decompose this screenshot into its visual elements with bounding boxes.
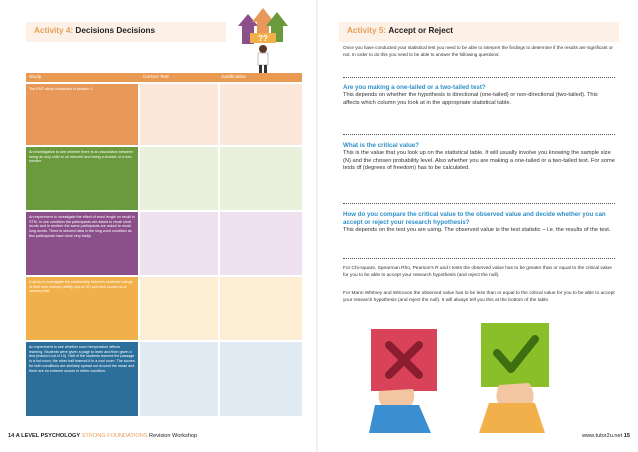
- paragraph-nonparametric: For Mann Whitney and Wilcoxon the observed value has to be less than or equal to the critical value for you to be able to accept your research hypothesis (and reject the null). It will always tell you this at the bottom of the table.: [343, 291, 615, 303]
- correct-test-cell[interactable]: [140, 277, 218, 340]
- answer: This depends on the test you are using. The observed value is the test statistic – i.e. the results of the test.: [343, 227, 611, 233]
- justification-cell[interactable]: [220, 212, 302, 275]
- justification-cell[interactable]: [220, 84, 302, 145]
- divider: [343, 203, 615, 204]
- table-row: [26, 147, 302, 210]
- divider: [343, 258, 615, 259]
- header-study: Study: [29, 75, 42, 80]
- header-correct-test: Correct Test: [143, 75, 169, 80]
- header-justification: Justification: [221, 75, 247, 80]
- question: How do you compare the critical value to the observed value and decide whether you can accept or reject your research hypothesis?: [343, 211, 606, 226]
- footer-workshop: Revision Workshop: [149, 433, 198, 439]
- right-footer: [582, 433, 630, 439]
- right-page-number: 15: [623, 433, 630, 439]
- footer-url[interactable]: www.tutor2u.net: [582, 433, 623, 439]
- table-row: [26, 84, 302, 145]
- study-cell: The EMT study conducted in session 1.: [26, 84, 138, 145]
- table-row: [26, 342, 302, 416]
- study-cell: An experiment to investigate the effect of word length on recall in STM. In one condition the participants are asked to recall short words and in another the same participants are asked to recall long words. There is skewed data in the long word condition as few participants have done very badly.: [26, 212, 138, 275]
- activity-5-title: [339, 22, 619, 42]
- activity-4-title: [26, 22, 226, 42]
- table-row: [26, 212, 302, 275]
- study-cell: An experiment to see whether room temperature affects learning. Students were given a page to learn and then given a test (marked out of 10). Half of the students learned the passage in a hot room, the other half learned it in a cool room. The scores for both conditions are similarly spread out around the mean and there are no extreme scores in either condition.: [26, 342, 138, 416]
- correct-test-cell[interactable]: [140, 84, 218, 145]
- activity-4-name: Decisions Decisions: [75, 26, 156, 35]
- intro-text: Once you have conducted your statistical test you need to be able to interpret the findings to determine if the results are significant or not. In order to do this you need to be able to answer the following questions:: [343, 45, 613, 57]
- activity-5-name: Accept or Reject: [388, 26, 454, 35]
- qa-block-critical-value: [343, 142, 615, 173]
- footer-series: A LEVEL PSYCHOLOGY: [15, 433, 81, 439]
- justification-cell[interactable]: [220, 277, 302, 340]
- question: Are you making a one-tailed or a two-tailed test?: [343, 84, 486, 91]
- justification-cell[interactable]: [220, 342, 302, 416]
- correct-test-cell[interactable]: [140, 212, 218, 275]
- hands-illustration: [339, 323, 629, 433]
- divider: [343, 77, 615, 78]
- signpost-label: ??: [258, 34, 268, 43]
- accept-tick-icon: [481, 323, 549, 387]
- correct-test-cell[interactable]: [140, 147, 218, 210]
- table-row: [26, 277, 302, 340]
- right-page: [319, 0, 638, 452]
- study-cell: An investigation to see whether there is an association between being an only child or on introvert and being a smoker or a non-smoker.: [26, 147, 138, 210]
- paragraph-parametric: For Chi-square, Spearman Rho, Pearson's R and t tests the observed value has to be greater than or equal to the critical value for you to be able to accept your research hypothesis (and reject the null).: [343, 266, 612, 278]
- left-footer: [8, 433, 197, 439]
- correct-test-cell[interactable]: [140, 342, 218, 416]
- reject-cross-icon: [371, 329, 437, 391]
- qa-block-compare: [343, 211, 615, 235]
- justification-cell[interactable]: [220, 147, 302, 210]
- table-header: [26, 73, 302, 82]
- left-page-number: 14: [8, 433, 15, 439]
- activity-5-number: Activity 5:: [347, 26, 387, 35]
- footer-subtitle: STRONG FOUNDATIONS: [81, 433, 148, 439]
- signpost-icon: [232, 4, 292, 74]
- divider: [343, 134, 615, 135]
- decisions-table: [26, 73, 302, 416]
- qa-block-tails: [343, 84, 615, 107]
- study-cell: A study to investigate the relationship between students' ratings of their own memory ability (out of 10) and their scores on a memory test.: [26, 277, 138, 340]
- activity-4-number: Activity 4:: [34, 26, 74, 35]
- answer: This is the value that you look up on the statistical table. It will usually involve you knowing the sample size (N) and the chosen probability level. Also whether you are making a one-tailed or a two-tailed test. For some tests df (degrees of freedom) has to be calculated.: [343, 150, 615, 172]
- question: What is the critical value?: [343, 142, 419, 149]
- answer: This depends on whether the hypothesis is directional (one-tailed) or non-directional (two-tailed). This affects which column you look at in the appropriate statistical table.: [343, 92, 598, 106]
